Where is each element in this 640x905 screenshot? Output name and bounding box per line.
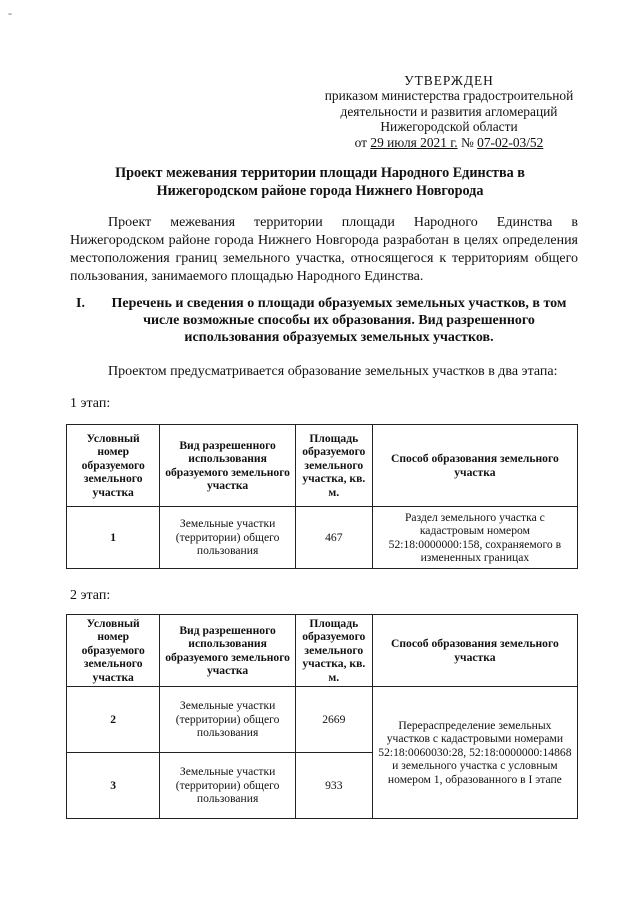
table-row	[67, 507, 578, 569]
row-method: Раздел земельного участка с кадастровым номером 52:18:0000000:158, сохраняемого в измененных границах	[372, 507, 577, 569]
number-prefix: №	[460, 134, 474, 150]
table-header-row	[67, 425, 578, 507]
section-title: Перечень и сведения о площади образуемых земельных участков, в том числе возможные способы их образования. Вид разрешенного использования образуемых земельных участков.	[111, 296, 567, 345]
col-header-method: Способ образования земельного участка	[372, 615, 577, 687]
date-prefix: от	[354, 134, 368, 150]
section-number: I.	[76, 296, 85, 311]
table-row	[67, 687, 578, 753]
section-heading	[70, 295, 578, 346]
row-id: 1	[67, 507, 160, 569]
approval-line-2: деятельности и развития агломераций	[340, 103, 558, 119]
row-id: 3	[67, 753, 160, 819]
row-use: Земельные участки (территории) общего пользования	[160, 507, 295, 569]
col-header-method: Способ образования земельного участка	[372, 425, 577, 507]
stage-2-table	[66, 614, 578, 819]
approval-block	[318, 73, 580, 150]
row-method-merged: Перераспределение земельных участков с кадастровыми номерами 52:18:0060030:28, 52:18:0000000:14868 и земельного участка с условным номером 1, образованного в I этапе	[372, 687, 577, 819]
stage-2-label: 2 этап:	[70, 588, 111, 603]
row-id: 2	[67, 687, 160, 753]
approval-number: 07-02-03/52	[477, 134, 544, 150]
col-header-id: Условный номер образуемого земельного участка	[67, 615, 160, 687]
approval-date: 29 июля 2021 г.	[370, 134, 458, 150]
row-use: Земельные участки (территории) общего пользования	[160, 687, 295, 753]
stage-1-label: 1 этап:	[70, 396, 111, 411]
row-use: Земельные участки (территории) общего пользования	[160, 753, 295, 819]
lead-sentence: Проектом предусматривается образование земельных участков в два этапа:	[108, 364, 558, 379]
corner-mark: -	[8, 6, 12, 20]
col-header-area: Площадь образуемого земельного участка, кв. м.	[295, 425, 372, 507]
approval-line-3: Нижегородской области	[380, 119, 518, 135]
col-header-use: Вид разрешенного использования образуемого земельного участка	[160, 425, 295, 507]
row-area: 933	[295, 753, 372, 819]
stage-1-table	[66, 424, 578, 569]
approval-date-line	[318, 135, 580, 150]
col-header-use: Вид разрешенного использования образуемого земельного участка	[160, 615, 295, 687]
table-header-row	[67, 615, 578, 687]
approval-heading: УТВЕРЖДЕН	[404, 73, 494, 88]
row-area: 467	[295, 507, 372, 569]
intro-paragraph: Проект межевания территории площади Народного Единства в Нижегородском районе города Нижнего Новгорода разработан в целях определения местоположения границ земельного участка, относящегося к территориям общего пользования, занимаемого площадью Народного Единства.	[70, 215, 578, 284]
approval-line-1: приказом министерства градостроительной	[324, 88, 574, 104]
document-title: Проект межевания территории площади Народного Единства в Нижегородском районе города Нижнего Новгорода	[115, 165, 525, 199]
row-area: 2669	[295, 687, 372, 753]
col-header-id: Условный номер образуемого земельного участка	[67, 425, 160, 507]
col-header-area: Площадь образуемого земельного участка, кв. м.	[295, 615, 372, 687]
